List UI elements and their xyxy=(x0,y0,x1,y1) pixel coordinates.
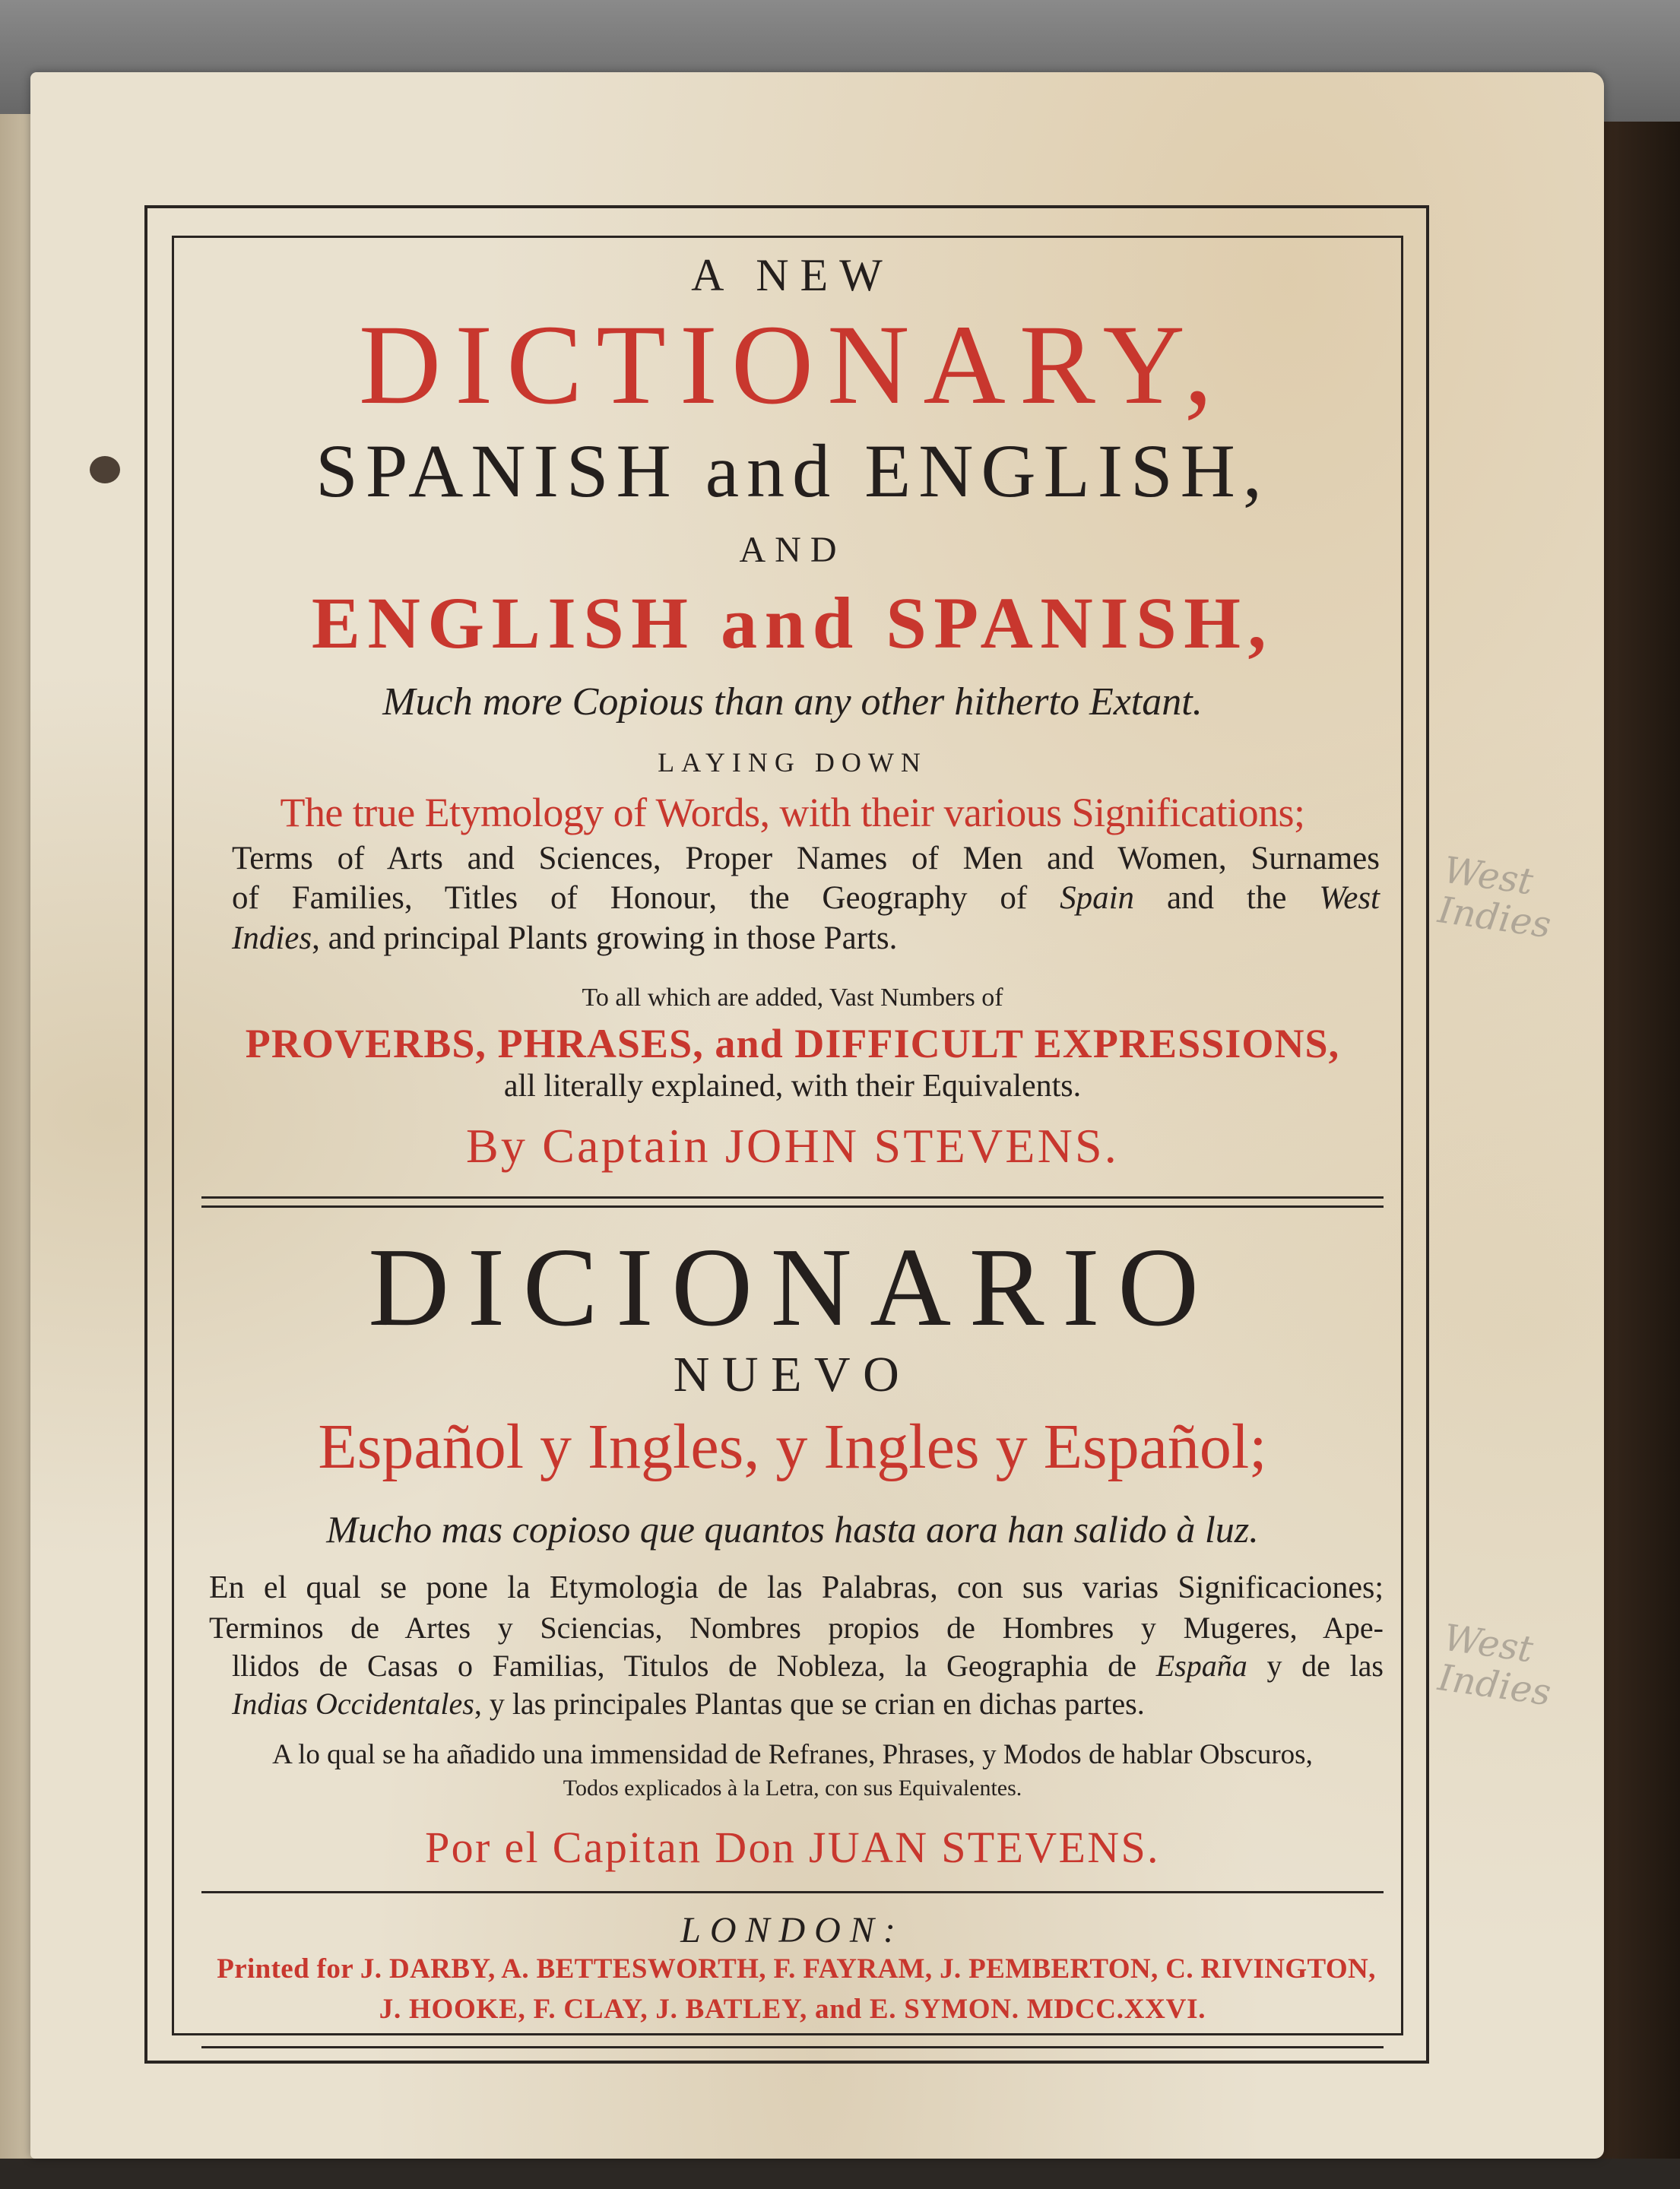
body-en-line2: of Families, Titles of Honour, the Geography of Spain and the West xyxy=(232,880,1380,916)
bottom-rule xyxy=(201,2046,1384,2048)
body-en-line3: Indies, and principal Plants growing in those Parts. xyxy=(232,920,898,956)
divider-bottom xyxy=(201,1205,1384,1208)
explained-en: all literally explained, with their Equivalents. xyxy=(503,1069,1082,1104)
title-english-and-spanish: ENGLISH and SPANISH, xyxy=(311,582,1274,664)
title-and: AND xyxy=(739,530,846,570)
explained-es: Todos explicados à la Letra, con sus Equivalentes. xyxy=(563,1776,1022,1801)
margin-note-2: West Indies xyxy=(1435,1616,1554,1715)
body-es-line3: llidos de Casas o Familias, Titulos de Nobleza, la Geographia de España y de las xyxy=(232,1649,1384,1683)
added-es: A lo qual se ha añadido una immensidad de Refranes, Phrases, y Modos de hablar Obscuros, xyxy=(272,1739,1313,1770)
subtitle-en: Much more Copious than any other hitherto Extant. xyxy=(382,680,1203,724)
divider-top xyxy=(201,1196,1384,1199)
etymology-line-en: The true Etymology of Words, with their various Significations; xyxy=(280,790,1305,835)
margin-note-1: West Indies xyxy=(1435,848,1554,947)
imprint-divider xyxy=(201,1891,1384,1893)
added-en: To all which are added, Vast Numbers of xyxy=(582,984,1003,1012)
imprint-line2: J. HOOKE, F. CLAY, J. BATLEY, and E. SYMON. MDCC.XXVI. xyxy=(379,1994,1206,2025)
laying-down: LAYING DOWN xyxy=(658,747,927,778)
body-es-line2: Terminos de Artes y Sciencias, Nombres propios de Hombres y Mugeres, Ape- xyxy=(209,1611,1384,1645)
title-a-new: A NEW xyxy=(691,250,894,300)
author-es: Por el Capitan Don JUAN STEVENS. xyxy=(425,1823,1160,1872)
author-en: By Captain JOHN STEVENS. xyxy=(465,1119,1120,1173)
title-dictionary: DICTIONARY, xyxy=(358,302,1227,428)
proverbs-line: PROVERBS, PHRASES, and DIFFICULT EXPRESSIONS, xyxy=(245,1021,1340,1066)
imprint-line1: Printed for J. DARBY, A. BETTESWORTH, F. FAYRAM, J. PEMBERTON, C. RIVINGTON, xyxy=(217,1953,1376,1985)
titulo-nuevo: NUEVO xyxy=(673,1347,912,1402)
titulo-dicionario: DICIONARIO xyxy=(368,1225,1217,1350)
imprint-city: LONDON: xyxy=(680,1910,905,1950)
titulo-espanol-ingles: Español y Ingles, y Ingles y Español; xyxy=(318,1411,1267,1482)
body-es-line4: Indias Occidentales, y las principales Plantas que se crian en dichas partes. xyxy=(232,1687,1145,1721)
body-en-line1: Terms of Arts and Sciences, Proper Names of Men and Women, Surnames xyxy=(232,841,1380,876)
body-es-line1: En el qual se pone la Etymologia de las Palabras, con sus varias Significaciones; xyxy=(209,1570,1384,1605)
title-spanish-and-english: SPANISH and ENGLISH, xyxy=(315,429,1270,513)
subtitle-es: Mucho mas copioso que quantos hasta aora han salido à luz. xyxy=(326,1508,1259,1551)
ink-stain xyxy=(90,456,120,483)
